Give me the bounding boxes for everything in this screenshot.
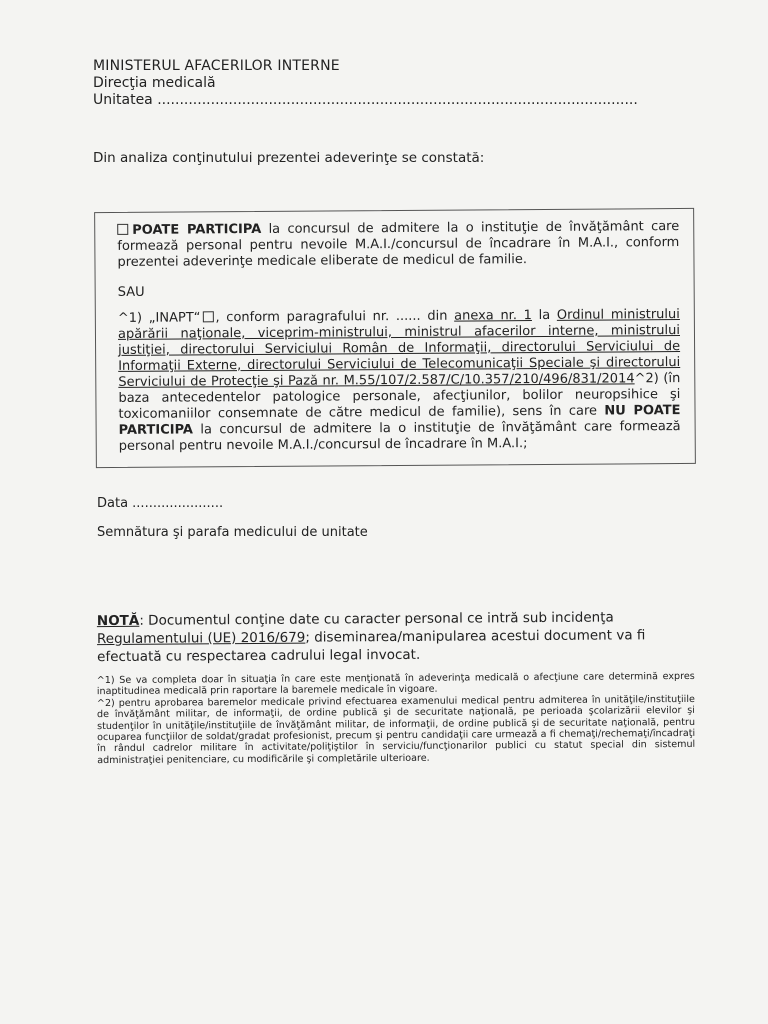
can-participate-checkbox[interactable] bbox=[117, 224, 128, 235]
cannot-participate-text: la concursul de admitere la o instituţie de învăţământ care formează personal pentru nevoile M.A.I./concursul de încadrare în M.A.I.; bbox=[118, 419, 681, 454]
unfit-checkbox[interactable] bbox=[202, 311, 213, 322]
unfit-label: ^1) „INAPT“ bbox=[117, 310, 201, 326]
option-can-participate bbox=[117, 219, 679, 271]
ministry-name: MINISTERUL AFACERILOR INTERNE bbox=[93, 58, 340, 74]
intro-text: Din analiza conţinutului prezentei adeverinţe se constată: bbox=[93, 150, 485, 166]
date-field[interactable]: Data ...................... bbox=[97, 496, 224, 511]
can-participate-label: POATE PARTICIPA bbox=[132, 221, 262, 238]
option-unfit bbox=[118, 307, 681, 455]
regulation-ref: Regulamentului (UE) 2016/679 bbox=[96, 629, 306, 648]
unfit-reason: ^2) (în baza antecedentelor patologice personale, afecţiunilor, bolilor neuropsihice şi toxicomaniilor consemnate de către medicul de familie), sens în care bbox=[118, 371, 681, 422]
note-label: NOTĂ bbox=[96, 612, 140, 630]
order-ref: Ordinul ministrului apărării naţionale, viceprim-ministrului, ministrul afacerilor interne, ministrului justiţiei, directorului Serviciului Român de Informaţii, directorului Serviciului de Informaţii Externe, directorului Serviciului de Telecomunicaţii Speciale şi directorului Serviciului de Protecţie şi Pază nr. M.55/107/2.587/C/10.357/210/496/831/2014 bbox=[117, 307, 681, 390]
note-text-b: ; diseminarea/manipularea acestui document va fi efectuată cu respectarea cadrului legal invocat. bbox=[97, 627, 646, 666]
medical-direction: Direcţia medicală bbox=[93, 75, 216, 91]
footnote-2: ^2) pentru aprobarea baremelor medicale privind efectuarea examenului medical pentru admiterea în unităţile/instituţiile de învăţământ militar, de informaţii, de ordine publică şi de securitate naţională, pe perioada şcolarizării elevilor şi studenţilor în unităţile/instituţiile de învăţământ militar, de informaţii, de ordine publică şi de securitate naţională, pentru ocuparea funcţiilor de soldat/gradat profesionist, precum şi pentru candidaţii care urmează a fi chemaţi/rechemaţi/încadraţi în rândul cadrelor militare în activitate/poliţiştilor în serviciu/funcţionarilor publici cu statut special din sistemul administraţiei penitenciare, cu modificările şi completările ulterioare. bbox=[96, 693, 696, 766]
footnotes bbox=[97, 671, 696, 766]
cannot-participate-label: NU POATE PARTICIPA bbox=[118, 403, 681, 438]
note-text-a: : Documentul conţine date cu caracter personal ce intră sub incidenţa bbox=[139, 609, 614, 629]
can-participate-text: la concursul de admitere la o instituţie de învăţământ care formează personal pentru nevoile M.A.I./concursul de încadrare în M.A.I., conform prezentei adeverinţe medicale eliberate de medicul de familie. bbox=[117, 219, 680, 270]
paragraph-ref: , conform paragrafului nr. ...... din bbox=[215, 308, 455, 326]
text-connector: la bbox=[531, 307, 557, 324]
footnote-1: ^1) Se va completa doar în situaţia în care este menţionată în adeverinţa medicală o afecţiune care determină expres inaptitudinea medicală prin raportare la baremele medicale în vigoare. bbox=[96, 670, 695, 698]
document-header bbox=[93, 58, 638, 109]
annex-ref: anexa nr. 1 bbox=[454, 308, 532, 324]
unit-field[interactable]: Unitatea ............................................................................................................ bbox=[93, 92, 638, 108]
assessment-box bbox=[94, 208, 696, 468]
note-block bbox=[97, 608, 695, 666]
signature-field: Semnătura şi parafa medicului de unitate bbox=[97, 525, 368, 540]
or-separator: SAU bbox=[117, 284, 145, 300]
